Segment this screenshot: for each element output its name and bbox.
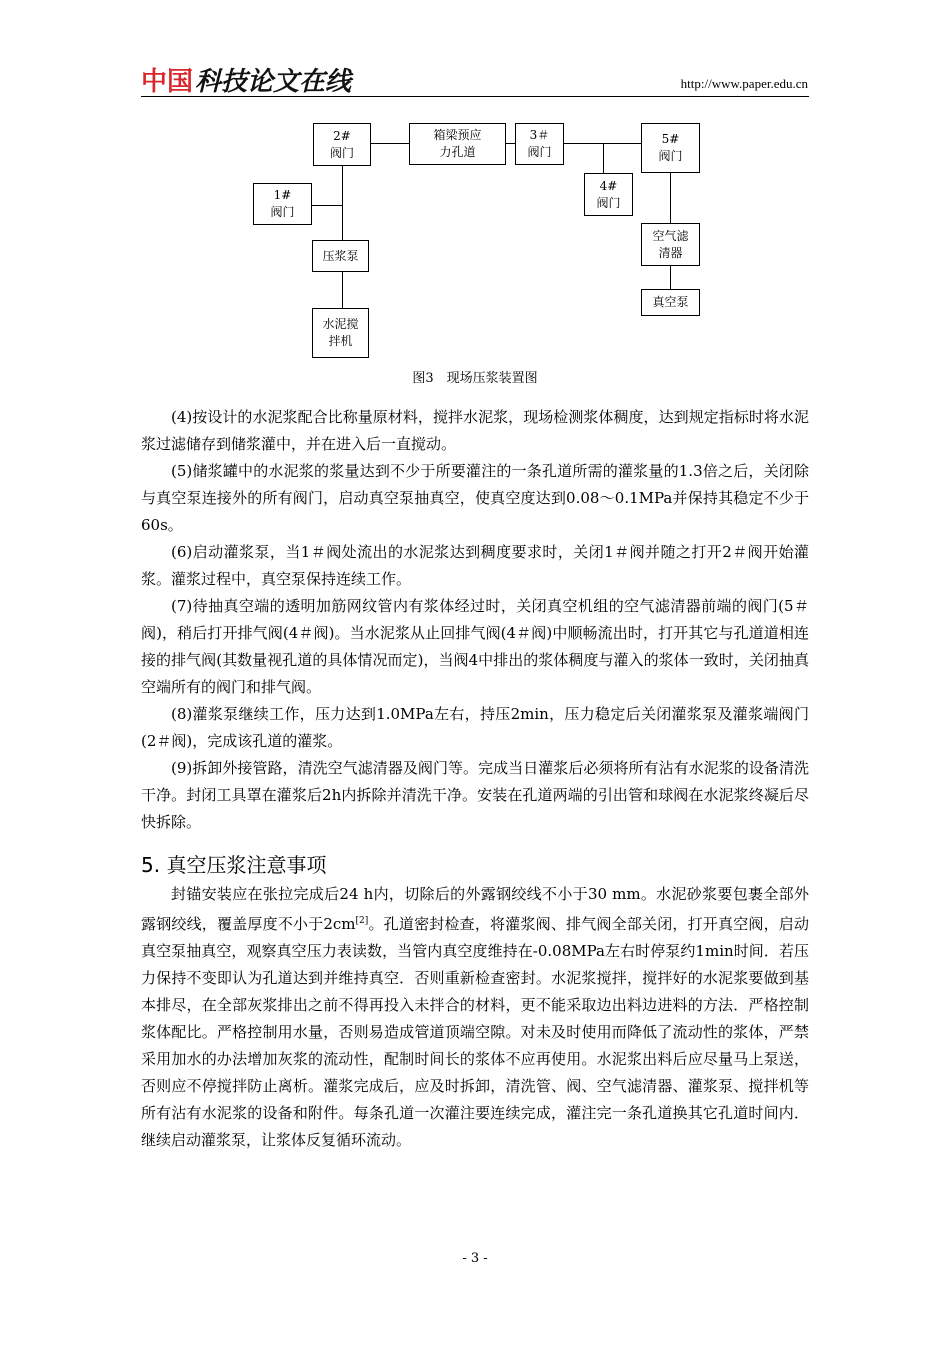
figure-caption: 图3 现场压浆装置图 [412,371,538,386]
line-pump-mixer [342,271,343,308]
article-body [141,404,809,1154]
box-air-filter: 空气滤 清器 [641,223,700,266]
box-valve-3: 3＃ 阀门 [515,123,564,165]
line-valve2-pump [342,165,343,241]
box-grout-pump: 压浆泵 [312,240,369,272]
line-valve1-branch [312,205,342,206]
logo-text: 科技论文在线 [195,66,352,97]
box-duct: 箱梁预应 力孔道 [409,123,506,165]
paragraph: (5)储浆罐中的水泥浆的浆量达到不少于所要灌注的一条孔道所需的灌浆量的1.3倍之后，关闭除与真空泵连接外的所有阀门，启动真空泵抽真空，使真空度达到0.08～0.1MPa并保持其稳定不少于60s。 [141,462,809,534]
line-valve5-filter [670,173,671,224]
paragraph: (4)按设计的水泥浆配合比称量原材料，搅拌水泥浆，现场检测浆体稠度，达到规定指标时将水泥浆过滤储存到储浆灌中，并在进入后一直搅动。 [141,408,809,453]
section-text-part1: 封锚安装应在张拉完成后24 h内，切除后的外露钢绞线不小于30 mm。水泥砂浆要包裹全部外露钢绞线，覆盖厚度不小于2cm [141,885,809,933]
line-filter-vacuum [670,266,671,289]
logo-china: 中国 [141,66,194,97]
citation-ref[interactable]: [2] [355,916,369,926]
line-to-valve4 [603,143,604,174]
header-url[interactable]: http://www.paper.edu.cn [680,76,808,91]
box-valve-4: 4# 阀门 [584,173,633,216]
paragraph: (6)启动灌浆泵，当1＃阀处流出的水泥浆达到稠度要求时，关闭1＃阀并随之打开2＃阀开始灌浆。灌浆过程中，真空泵保持连续工作。 [141,543,809,588]
box-valve-1: 1# 阀门 [253,183,312,225]
box-valve-5: 5# 阀门 [641,123,700,173]
section-paragraph [141,881,809,1154]
page-number: - 3 - [462,1251,488,1266]
paragraph: (8)灌浆泵继续工作，压力达到1.0MPa左右，持压2min，压力稳定后关闭灌浆泵及灌浆端阀门(2＃阀)，完成该孔道的灌浆。 [141,705,809,750]
box-cement-mixer: 水泥搅 拌机 [312,308,369,358]
paragraph: (7)待抽真空端的透明加筋网纹管内有浆体经过时，关闭真空机组的空气滤清器前端的阀门(5＃阀)，稍后打开排气阀(4＃阀)。当水泥浆从止回排气阀(4＃阀)中顺畅流出时，打开其它与孔道道相连接的排气阀(其数量视孔道的具体情况而定)，当阀4中排出的浆体稠度与灌入的浆体一致时，关闭抽真空端所有的阀门和排气阀。 [141,597,809,696]
figure-grouting-device [0,0,950,390]
section-text-part2: 。孔道密封检查，将灌浆阀、排气阀全部关闭，打开真空阀，启动真空泵抽真空，观察真空压力表读数，当管内真空度维持在-0.08MPa左右时停泵约1min时间．若压力保持不变即认为孔道达到并维持真空．否则重新检查密封。水泥浆搅拌，搅拌好的水泥浆要做到基本排尽，在全部灰浆排出之前不得再投入未拌合的材料，更不能采取边出料边进料的方法．严格控制浆体配比。严格控制用水量，否则易造成管道顶端空隙。对未及时使用而降低了流动性的浆体，严禁采用加水的办法增加灰浆的流动性，配制时间长的浆体不应再使用。水泥浆出料后应尽量马上泵送，否则应不停搅拌防止离析。灌浆完成后，应及时拆卸，清洗管、阀、空气滤清器、灌浆泵、搅拌机等所有沾有水泥浆的设备和附件。每条孔道一次灌注要连续完成，灌注完一条孔道换其它孔道时间内．继续启动灌浆泵，让浆体反复循环流动。 [141,915,809,1149]
section-heading: 5. 真空压浆注意事项 [141,853,327,877]
paragraph: (9)拆卸外接管路，清洗空气滤清器及阀门等。完成当日灌浆后必须将所有沾有水泥浆的设备清洗干净。封闭工具罩在灌浆后2h内拆除并清洗干净。安装在孔道两端的引出管和球阀在水泥浆终凝后尽快拆除。 [141,759,809,831]
box-valve-2: 2# 阀门 [313,123,371,166]
box-vacuum-pump: 真空泵 [641,289,700,316]
line-valve2-duct [371,143,410,144]
